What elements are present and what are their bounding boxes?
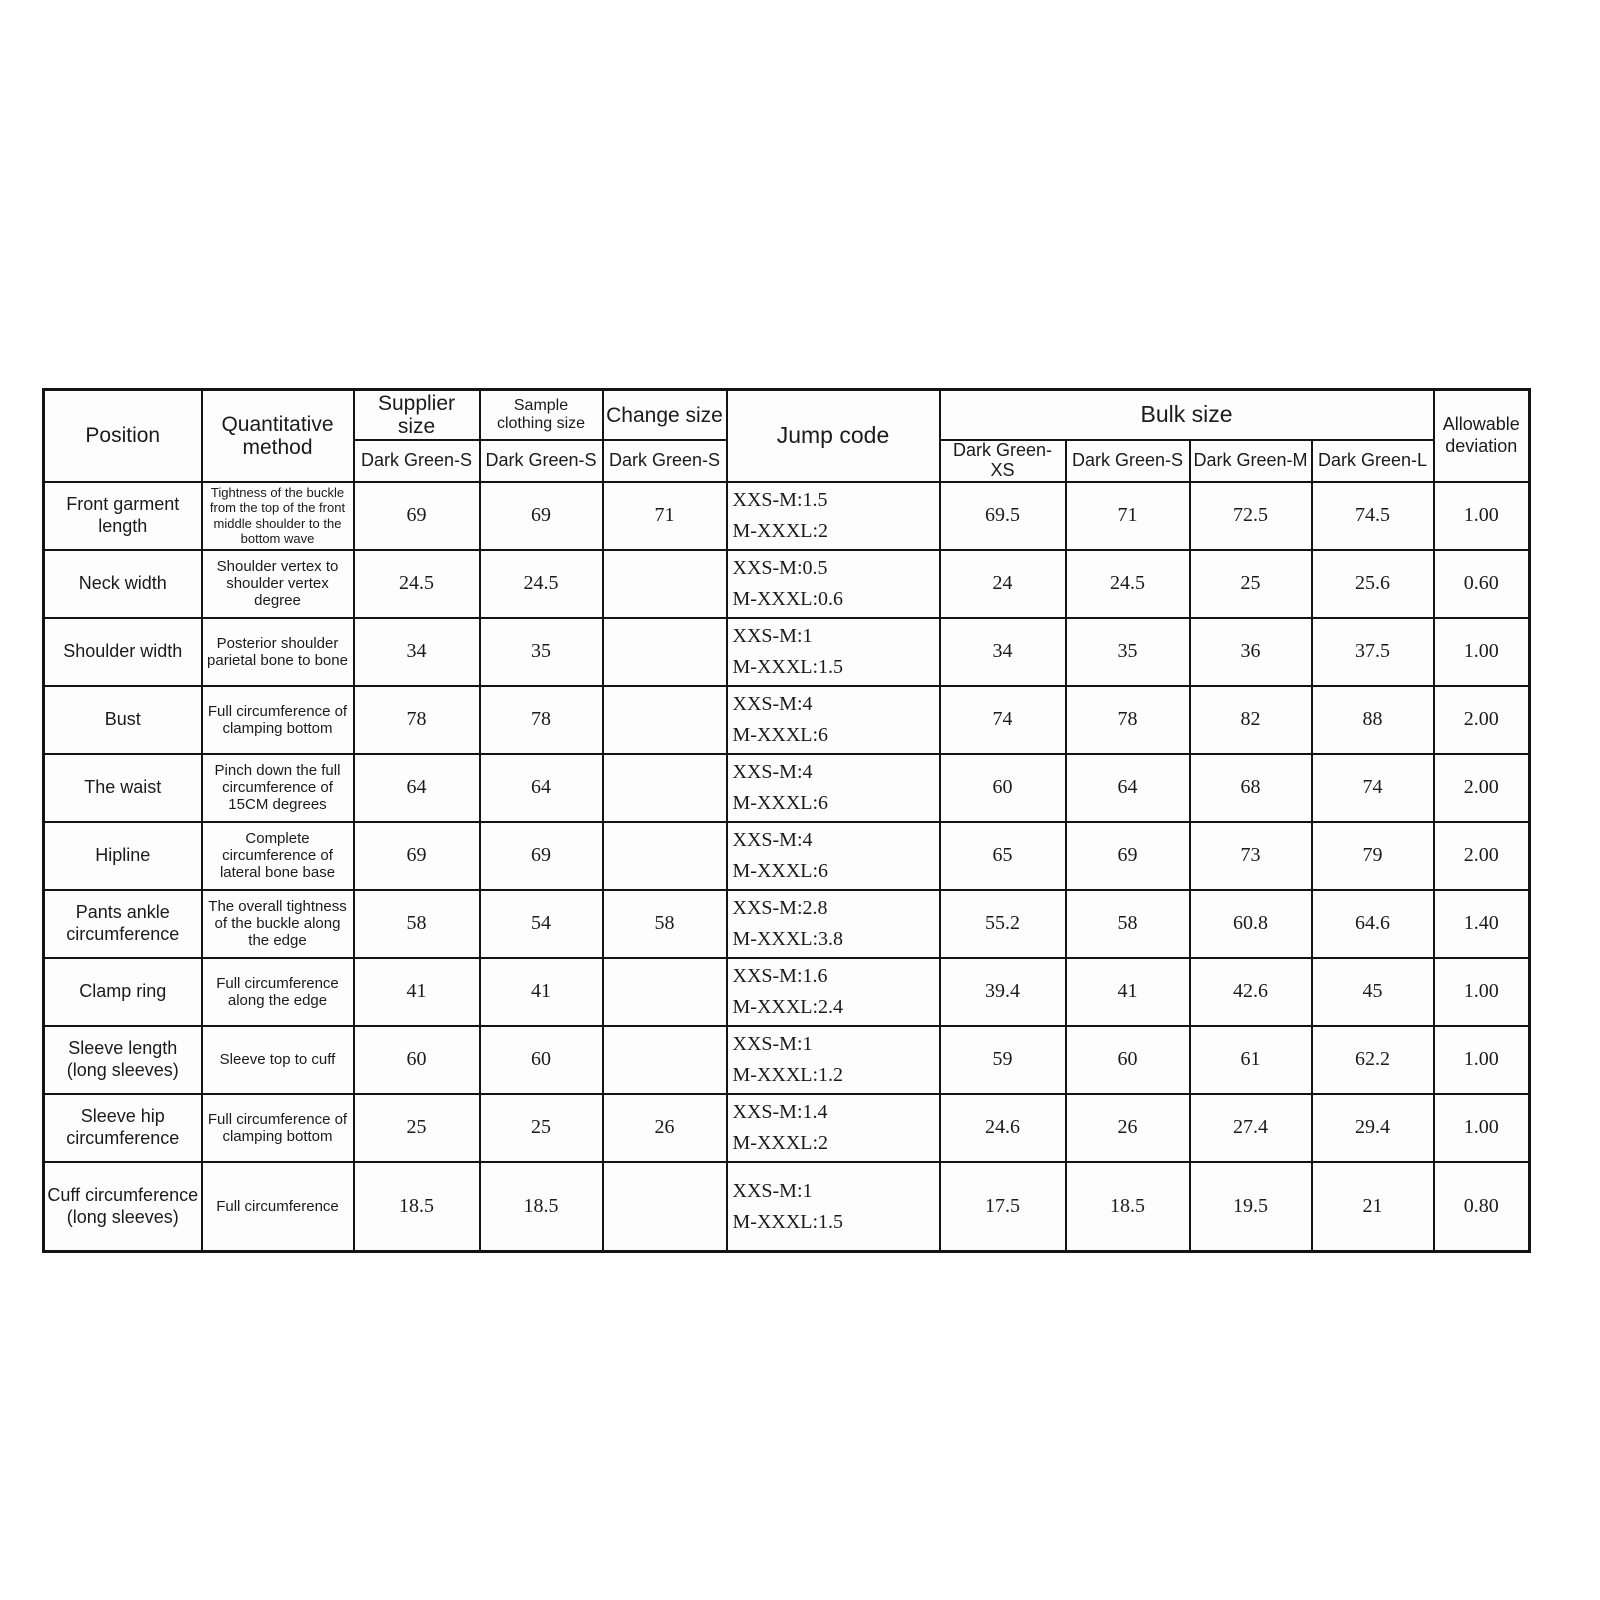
header-change-size: Change size [603,390,727,441]
deviation-cell: 1.00 [1434,958,1530,1026]
sample-size-cell: 69 [480,822,603,890]
position-cell: Sleeve hip circumference [44,1094,202,1162]
bulk-m-cell: 72.5 [1190,482,1312,550]
method-cell: Full circumference of clamping bottom [202,1094,354,1162]
bulk-l-cell: 37.5 [1312,618,1434,686]
jump-code-line2: M-XXXL:1.5 [732,1210,844,1233]
table-row [44,754,1530,822]
jump-code-line2: M-XXXL:2 [732,1131,829,1154]
bulk-l-cell: 74.5 [1312,482,1434,550]
subheader-bulk-m: Dark Green-M [1190,440,1312,482]
deviation-cell: 1.40 [1434,890,1530,958]
subheader-change-variant: Dark Green-S [603,440,727,482]
jump-code-line1: XXS-M:0.5 [732,556,828,579]
header-supplier-size: Supplier size [354,390,480,441]
sample-size-cell: 35 [480,618,603,686]
header-bulk-size: Bulk size [940,390,1434,441]
deviation-cell: 1.00 [1434,1026,1530,1094]
bulk-m-cell: 36 [1190,618,1312,686]
bulk-xs-cell: 55.2 [940,890,1066,958]
change-size-cell [603,686,727,754]
bulk-xs-cell: 69.5 [940,482,1066,550]
sample-size-cell: 18.5 [480,1162,603,1252]
bulk-l-cell: 64.6 [1312,890,1434,958]
jump-code-line1: XXS-M:4 [732,828,813,851]
jump-code-cell [727,618,940,686]
bulk-m-cell: 61 [1190,1026,1312,1094]
supplier-size-cell: 69 [354,482,480,550]
method-cell: Full circumference of clamping bottom [202,686,354,754]
sample-size-cell: 78 [480,686,603,754]
method-cell: Pinch down the full circumference of 15CM degrees [202,754,354,822]
change-size-cell: 58 [603,890,727,958]
jump-code-line2: M-XXXL:1.2 [732,1063,844,1086]
table-row [44,1026,1530,1094]
subheader-sample-variant: Dark Green-S [480,440,603,482]
table-row [44,550,1530,618]
jump-code-cell [727,958,940,1026]
method-cell: Full circumference [202,1162,354,1252]
bulk-m-cell: 25 [1190,550,1312,618]
table-row [44,822,1530,890]
change-size-cell [603,822,727,890]
change-size-cell [603,958,727,1026]
change-size-cell [603,1162,727,1252]
subheader-bulk-xs: Dark Green-XS [940,440,1066,482]
table-row [44,890,1530,958]
bulk-l-cell: 21 [1312,1162,1434,1252]
bulk-l-cell: 25.6 [1312,550,1434,618]
bulk-s-cell: 26 [1066,1094,1190,1162]
bulk-l-cell: 62.2 [1312,1026,1434,1094]
change-size-cell [603,618,727,686]
table-row [44,1162,1530,1252]
table-row [44,618,1530,686]
table-row [44,482,1530,550]
method-cell: Posterior shoulder parietal bone to bone [202,618,354,686]
table-row [44,958,1530,1026]
jump-code-line1: XXS-M:1.6 [732,964,828,987]
position-cell: Front garment length [44,482,202,550]
bulk-m-cell: 27.4 [1190,1094,1312,1162]
bulk-l-cell: 88 [1312,686,1434,754]
table-row [44,686,1530,754]
position-cell: Bust [44,686,202,754]
change-size-cell [603,1026,727,1094]
method-cell: The overall tightness of the buckle along the edge [202,890,354,958]
bulk-l-cell: 45 [1312,958,1434,1026]
header-jump-code: Jump code [727,390,940,482]
method-cell: Tightness of the buckle from the top of the front middle shoulder to the bottom wave [202,482,354,550]
bulk-xs-cell: 60 [940,754,1066,822]
position-cell: The waist [44,754,202,822]
header-position: Position [44,390,202,482]
bulk-s-cell: 71 [1066,482,1190,550]
supplier-size-cell: 34 [354,618,480,686]
bulk-s-cell: 35 [1066,618,1190,686]
bulk-m-cell: 19.5 [1190,1162,1312,1252]
header-quantitative-method: Quantitative method [202,390,354,482]
bulk-xs-cell: 17.5 [940,1162,1066,1252]
method-cell: Sleeve top to cuff [202,1026,354,1094]
jump-code-line1: XXS-M:4 [732,760,813,783]
deviation-cell: 1.00 [1434,618,1530,686]
position-cell: Clamp ring [44,958,202,1026]
jump-code-cell [727,1094,940,1162]
deviation-cell: 2.00 [1434,686,1530,754]
bulk-s-cell: 60 [1066,1026,1190,1094]
jump-code-line2: M-XXXL:2 [732,519,829,542]
deviation-cell: 2.00 [1434,754,1530,822]
deviation-cell: 2.00 [1434,822,1530,890]
deviation-cell: 1.00 [1434,1094,1530,1162]
bulk-s-cell: 78 [1066,686,1190,754]
jump-code-line2: M-XXXL:3.8 [732,927,844,950]
jump-code-cell [727,1026,940,1094]
position-cell: Hipline [44,822,202,890]
supplier-size-cell: 78 [354,686,480,754]
jump-code-cell [727,754,940,822]
subheader-bulk-s: Dark Green-S [1066,440,1190,482]
change-size-cell: 71 [603,482,727,550]
bulk-s-cell: 41 [1066,958,1190,1026]
change-size-cell [603,754,727,822]
supplier-size-cell: 18.5 [354,1162,480,1252]
position-cell: Shoulder width [44,618,202,686]
jump-code-cell [727,890,940,958]
deviation-cell: 0.80 [1434,1162,1530,1252]
jump-code-line1: XXS-M:1.5 [732,488,828,511]
bulk-xs-cell: 39.4 [940,958,1066,1026]
supplier-size-cell: 25 [354,1094,480,1162]
method-cell: Shoulder vertex to shoulder vertex degree [202,550,354,618]
supplier-size-cell: 24.5 [354,550,480,618]
position-cell: Sleeve length (long sleeves) [44,1026,202,1094]
bulk-l-cell: 74 [1312,754,1434,822]
sample-size-cell: 41 [480,958,603,1026]
position-cell: Pants ankle circumference [44,890,202,958]
jump-code-line1: XXS-M:4 [732,692,813,715]
sample-size-cell: 24.5 [480,550,603,618]
bulk-s-cell: 69 [1066,822,1190,890]
bulk-m-cell: 60.8 [1190,890,1312,958]
jump-code-line2: M-XXXL:2.4 [732,995,844,1018]
position-cell: Neck width [44,550,202,618]
bulk-xs-cell: 65 [940,822,1066,890]
bulk-m-cell: 73 [1190,822,1312,890]
header-sample-clothing-size: Sample clothing size [480,390,603,441]
bulk-xs-cell: 59 [940,1026,1066,1094]
subheader-bulk-l: Dark Green-L [1312,440,1434,482]
size-chart-table [42,388,1531,1253]
bulk-s-cell: 58 [1066,890,1190,958]
table-header [44,390,1530,482]
jump-code-line2: M-XXXL:6 [732,791,829,814]
table-body [44,482,1530,1252]
bulk-m-cell: 82 [1190,686,1312,754]
sample-size-cell: 25 [480,1094,603,1162]
supplier-size-cell: 41 [354,958,480,1026]
change-size-cell: 26 [603,1094,727,1162]
bulk-xs-cell: 34 [940,618,1066,686]
jump-code-line1: XXS-M:1.4 [732,1100,828,1123]
bulk-l-cell: 79 [1312,822,1434,890]
subheader-supplier-variant: Dark Green-S [354,440,480,482]
bulk-m-cell: 68 [1190,754,1312,822]
supplier-size-cell: 69 [354,822,480,890]
jump-code-cell [727,1162,940,1252]
jump-code-line2: M-XXXL:1.5 [732,655,844,678]
bulk-xs-cell: 24.6 [940,1094,1066,1162]
jump-code-cell [727,550,940,618]
header-allowable-deviation: Allowable deviation [1434,390,1530,482]
jump-code-line2: M-XXXL:6 [732,859,829,882]
supplier-size-cell: 60 [354,1026,480,1094]
deviation-cell: 0.60 [1434,550,1530,618]
jump-code-line1: XXS-M:1 [732,624,813,647]
change-size-cell [603,550,727,618]
bulk-l-cell: 29.4 [1312,1094,1434,1162]
supplier-size-cell: 64 [354,754,480,822]
jump-code-line1: XXS-M:1 [732,1032,813,1055]
method-cell: Complete circumference of lateral bone base [202,822,354,890]
position-cell: Cuff circumference (long sleeves) [44,1162,202,1252]
jump-code-cell [727,482,940,550]
jump-code-line1: XXS-M:1 [732,1179,813,1202]
sample-size-cell: 60 [480,1026,603,1094]
jump-code-cell [727,686,940,754]
bulk-m-cell: 42.6 [1190,958,1312,1026]
bulk-xs-cell: 74 [940,686,1066,754]
jump-code-cell [727,822,940,890]
bulk-s-cell: 18.5 [1066,1162,1190,1252]
table-row [44,1094,1530,1162]
bulk-s-cell: 64 [1066,754,1190,822]
bulk-s-cell: 24.5 [1066,550,1190,618]
method-cell: Full circumference along the edge [202,958,354,1026]
jump-code-line2: M-XXXL:0.6 [732,587,844,610]
sample-size-cell: 54 [480,890,603,958]
deviation-cell: 1.00 [1434,482,1530,550]
bulk-xs-cell: 24 [940,550,1066,618]
jump-code-line2: M-XXXL:6 [732,723,829,746]
sample-size-cell: 69 [480,482,603,550]
jump-code-line1: XXS-M:2.8 [732,896,828,919]
supplier-size-cell: 58 [354,890,480,958]
sample-size-cell: 64 [480,754,603,822]
